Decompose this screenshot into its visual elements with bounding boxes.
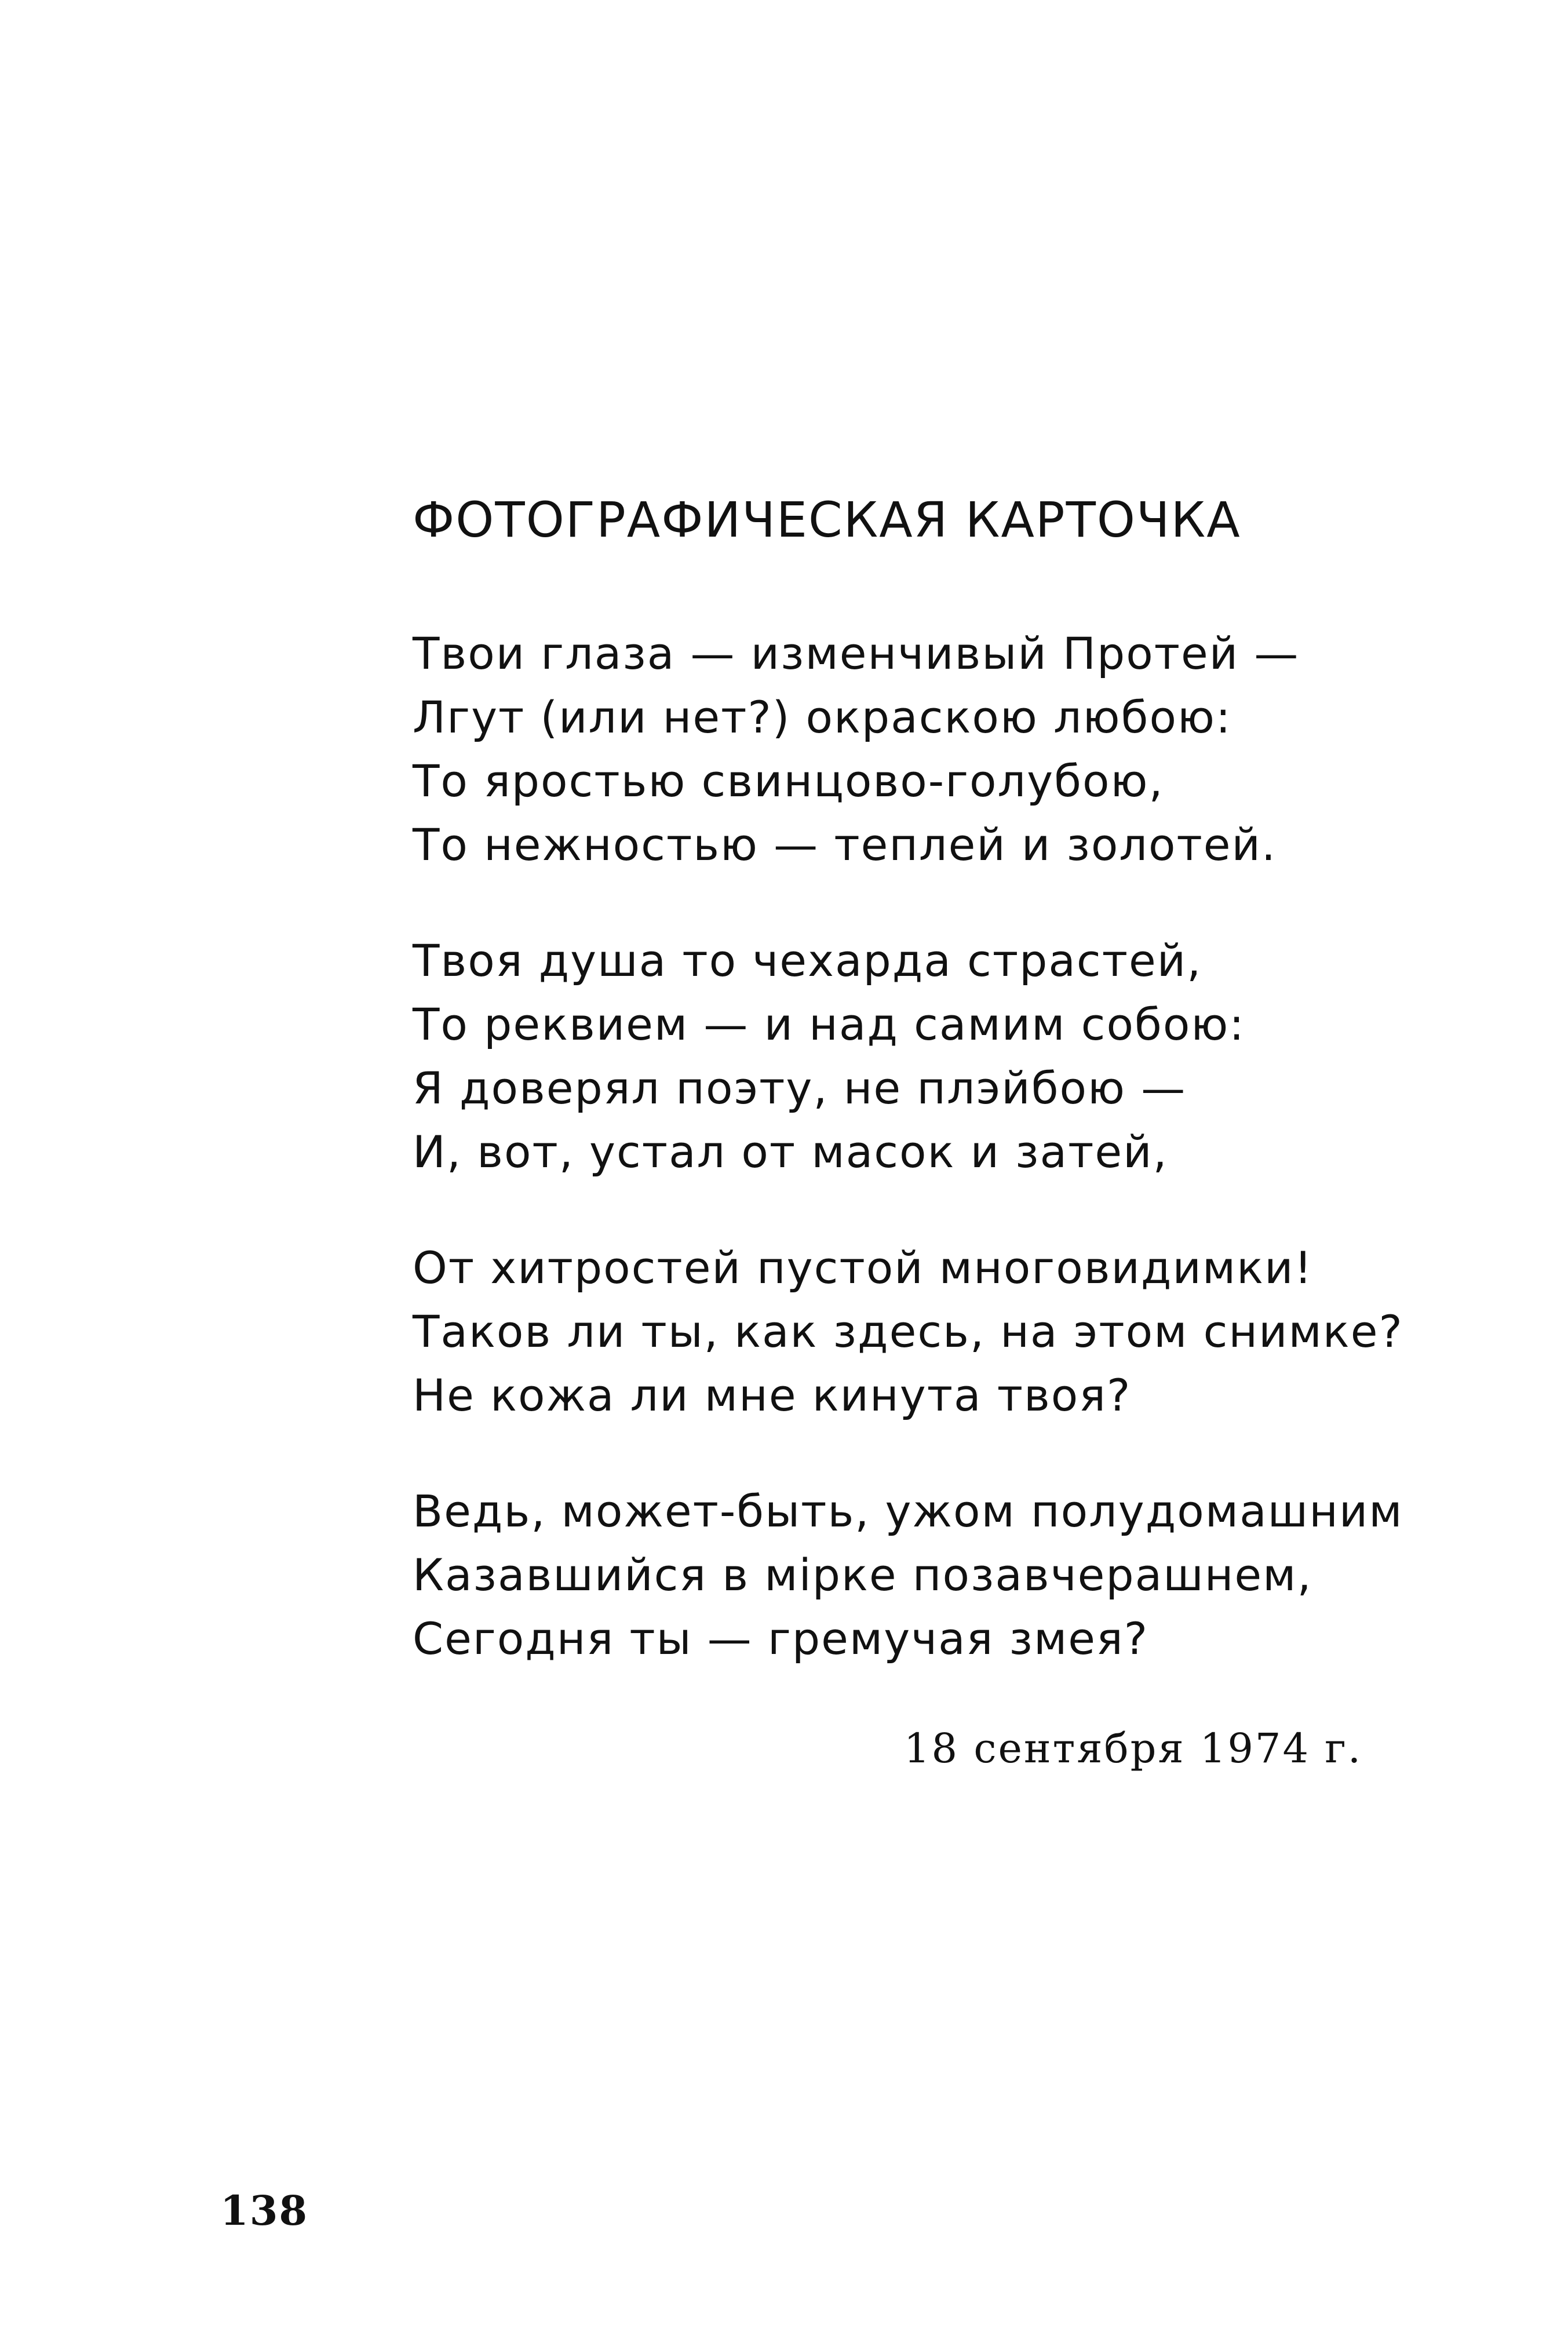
poem-line: От хитростей пустой многовидимки! [413, 1242, 1313, 1293]
poem-line: То яростью свинцово-голубою, [413, 755, 1164, 807]
poem-line: Казавшийся в мірке позавчерашнем, [413, 1549, 1312, 1601]
poem-line: Твоя душа то чехарда страстей, [413, 935, 1202, 986]
poem-line: То реквием — и над самим собою: [413, 999, 1245, 1050]
poem-line: И, вот, устал от масок и затей, [413, 1126, 1168, 1178]
poem-date: 18 сентября 1974 г. [904, 1725, 1363, 1772]
page-number: 138 [220, 2187, 309, 2235]
poem-line: Таков ли ты, как здесь, на этом снимке? [413, 1306, 1403, 1357]
poem-line: Лгут (или нет?) окраскою любою: [413, 691, 1232, 743]
poem-title: ФОТОГРАФИЧЕСКАЯ КАРТОЧКА [413, 491, 1241, 548]
poem-line: Ведь, может-быть, ужом полудомашним [413, 1485, 1403, 1537]
poem-line: Я доверял поэту, не плэйбою — [413, 1062, 1187, 1114]
poem-line: Не кожа ли мне кинута твоя? [413, 1369, 1132, 1421]
poem-line: Твои глаза — изменчивый Протей — [413, 628, 1300, 679]
poem-line: То нежностью — теплей и золотей. [413, 819, 1277, 870]
poem-line: Сегодня ты — гремучая змея? [413, 1613, 1149, 1664]
